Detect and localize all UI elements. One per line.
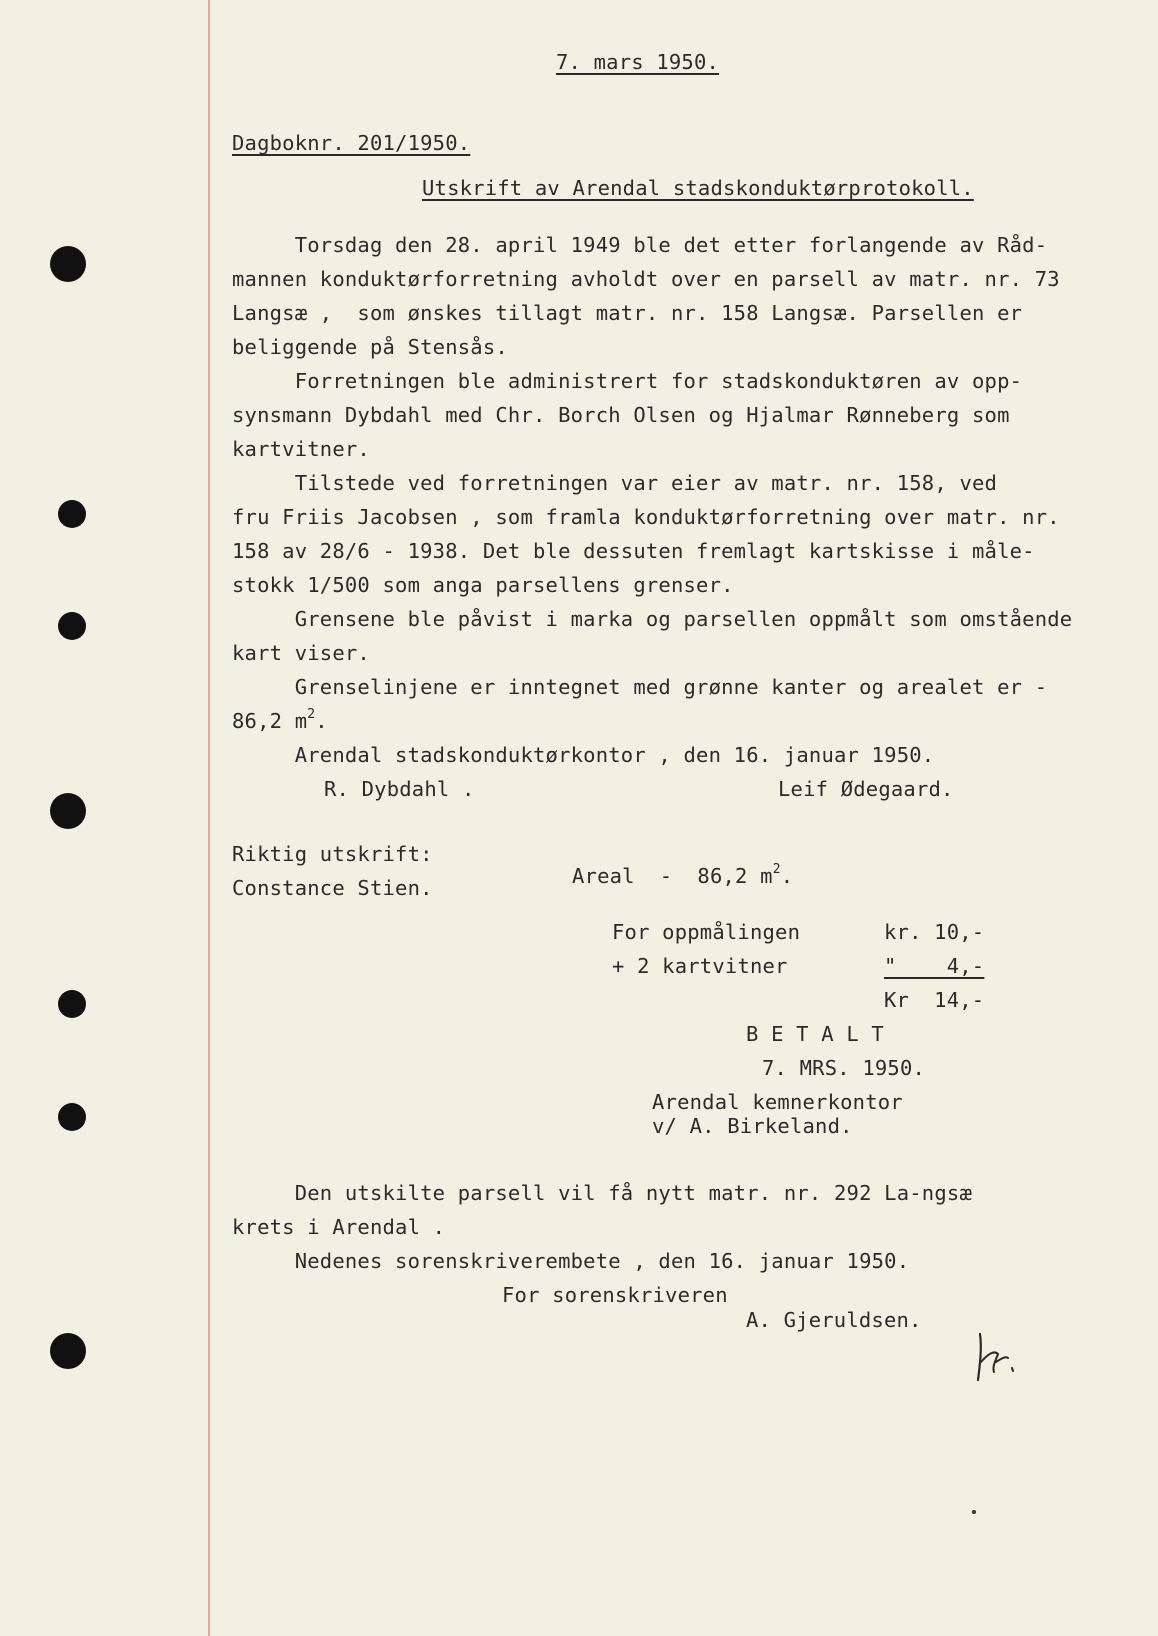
fee-amount: kr. 10,-: [884, 920, 985, 944]
closing-line: krets i Arendal .: [232, 1215, 446, 1239]
body-line: kartvitner.: [232, 437, 370, 461]
punch-hole: [50, 793, 86, 829]
closing-line: Nedenes sorenskriverembete , den 16. januar 1950.: [232, 1249, 910, 1273]
area-summary: Areal - 86,2 $m^2$.: [572, 862, 794, 888]
payment-officer: v/ A. Birkeland.: [652, 1114, 853, 1138]
body-line: Tilstede ved forretningen var eier av matr. nr. 158, ved: [232, 471, 998, 495]
closing-signature: A. Gjeruldsen.: [746, 1308, 922, 1332]
body-line: Forretningen ble administrert for stadskonduktøren av opp-: [232, 369, 1023, 393]
body-line: synsmann Dybdahl med Chr. Borch Olsen og Hjalmar Rønneberg som: [232, 403, 1010, 427]
initials-signature: [972, 1328, 1032, 1388]
fee-label: For oppmålingen: [612, 920, 801, 944]
area-superscript: 2: [307, 707, 316, 723]
punch-hole: [58, 500, 86, 528]
body-line: fru Friis Jacobsen , som framla konduktørforretning over matr. nr.: [232, 505, 1060, 529]
closing-line: Den utskilte parsell vil få nytt matr. nr. 292 La-ngsæ: [232, 1181, 972, 1205]
office-line: Arendal stadskonduktørkontor , den 16. januar 1950.: [232, 743, 935, 767]
payment-office: Arendal kemnerkontor: [652, 1090, 903, 1114]
body-line: Grenselinjene er inntegnet med grønne kanter og arealet er -: [232, 675, 1048, 699]
punch-hole: [58, 612, 86, 640]
certifier-name: Constance Stien.: [232, 876, 433, 900]
area-line: 86,2 $m^2$.: [232, 707, 328, 733]
certification-label: Riktig utskrift:: [232, 842, 433, 866]
body-line: beliggende på Stensås.: [232, 335, 508, 359]
punch-hole: [50, 246, 86, 282]
fee-total: Kr 14,-: [884, 988, 985, 1012]
stray-mark: [972, 1510, 976, 1514]
document-date: 7. mars 1950.: [556, 50, 720, 74]
body-line: mannen konduktørforretning avholdt over en parsell av matr. nr. 73: [232, 267, 1060, 291]
punch-hole: [58, 1103, 86, 1131]
body-line: Torsdag den 28. april 1949 ble det etter forlangende av Råd-: [232, 233, 1048, 257]
margin-rule: [208, 0, 210, 1636]
signer-left: R. Dybdahl .: [324, 777, 475, 801]
body-line: kart viser.: [232, 641, 370, 665]
payment-date: 7. MRS. 1950.: [762, 1056, 926, 1080]
area-summary-superscript: 2: [772, 862, 781, 878]
body-line: stokk 1/500 som anga parsellens grenser.: [232, 573, 734, 597]
payment-status: B E T A L T: [746, 1022, 884, 1046]
punch-hole: [50, 1333, 86, 1369]
area-value: 86,2 m: [232, 709, 308, 733]
body-line: Langsæ , som ønskes tillagt matr. nr. 158 Langsæ. Parsellen er: [232, 301, 1023, 325]
closing-for-line: For sorenskriveren: [502, 1283, 728, 1307]
body-line: Grensene ble påvist i marka og parsellen oppmålt som omstående: [232, 607, 1073, 631]
fee-label: + 2 kartvitner: [612, 954, 788, 978]
document-title: Utskrift av Arendal stadskonduktørprotokoll.: [422, 176, 974, 200]
journal-number: Dagboknr. 201/1950.: [232, 131, 471, 155]
fee-amount: " 4,-: [884, 954, 985, 978]
punch-hole: [58, 990, 86, 1018]
body-line: 158 av 28/6 - 1938. Det ble dessuten fremlagt kartskisse i måle-: [232, 539, 1035, 563]
signer-right: Leif Ødegaard.: [778, 777, 954, 801]
